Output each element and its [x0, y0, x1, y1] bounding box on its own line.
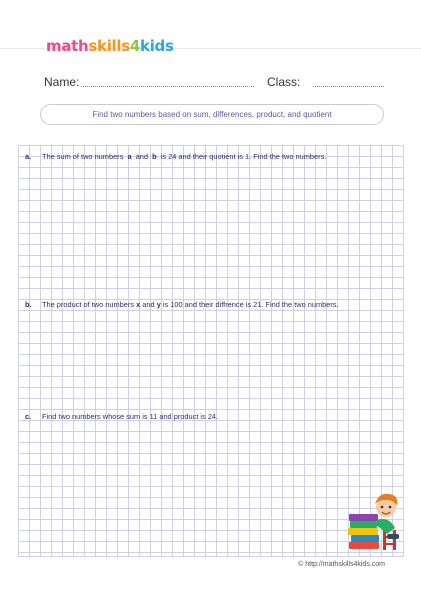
question-c — [25, 412, 218, 422]
name-field[interactable] — [81, 86, 254, 87]
name-label: Name: — [44, 75, 80, 89]
question-letter: b. — [25, 300, 32, 309]
question-text: and — [135, 152, 149, 161]
question-text: is 100 and their diffrence is 21. Find the two numbers. — [162, 300, 339, 309]
footer-url: © http://mathskills4kids.com — [298, 561, 385, 568]
logo-part-kids: kids — [140, 37, 174, 55]
question-text: and — [142, 300, 155, 309]
logo-part-4: 4 — [129, 37, 141, 55]
question-a — [25, 152, 326, 162]
instruction-banner: Find two numbers based on sum, differences, product, and quotient — [40, 104, 384, 125]
variable-x: x — [136, 300, 141, 309]
variable-b: b — [152, 152, 157, 161]
brand-logo — [46, 37, 174, 55]
question-letter: c. — [25, 412, 32, 421]
class-field[interactable] — [313, 86, 384, 87]
logo-part-math: math — [46, 37, 89, 55]
variable-a: a — [127, 152, 132, 161]
class-label: Class: — [267, 75, 301, 89]
question-b — [25, 300, 339, 310]
question-letter: a. — [25, 152, 32, 161]
logo-part-skills: skills — [88, 37, 130, 55]
question-text: The sum of two numbers — [42, 152, 124, 161]
variable-y: y — [156, 300, 161, 309]
kid-with-books-illustration — [347, 490, 407, 552]
question-text: The product of two numbers — [42, 300, 135, 309]
question-text: is 24 and their quotient is 1. Find the two numbers. — [160, 152, 327, 161]
question-text: Find two numbers whose sum is 11 and product is 24. — [42, 412, 219, 421]
